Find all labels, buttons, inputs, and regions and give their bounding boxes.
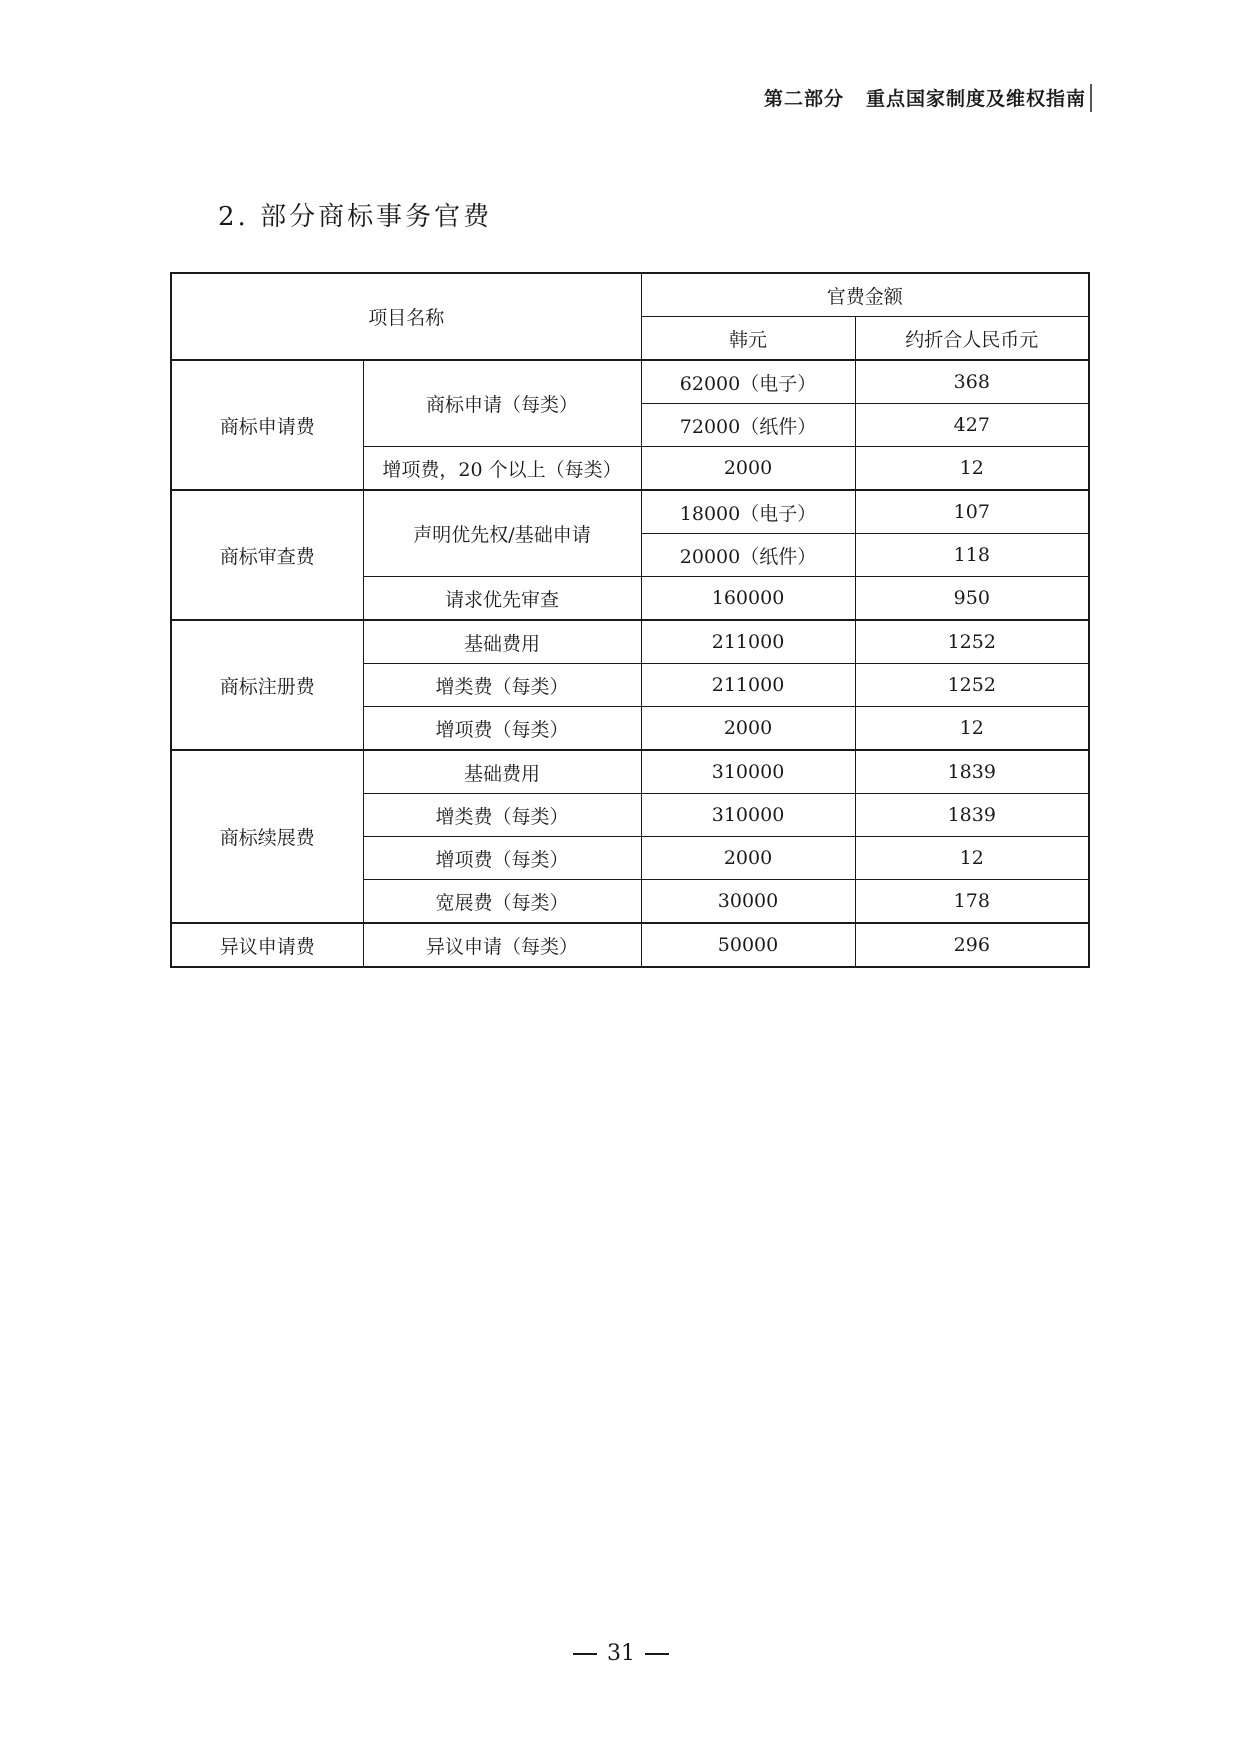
item-name: 增类费（每类） xyxy=(363,794,641,837)
item-name: 增项费（每类） xyxy=(363,837,641,880)
item-name: 声明优先权/基础申请 xyxy=(363,490,641,577)
header-item-name: 项目名称 xyxy=(171,273,641,360)
cny-cell: 950 xyxy=(855,577,1089,621)
section-title: 2. 部分商标事务官费 xyxy=(218,202,493,232)
cny-cell: 118 xyxy=(855,534,1089,577)
cny-cell: 107 xyxy=(855,490,1089,534)
cny-cell: 12 xyxy=(855,447,1089,491)
cny-cell: 368 xyxy=(855,360,1089,404)
cny-cell: 296 xyxy=(855,923,1089,967)
group-name: 商标审查费 xyxy=(171,490,363,620)
item-name: 增项费，20 个以上（每类） xyxy=(363,447,641,491)
running-header xyxy=(764,84,1086,111)
header-divider xyxy=(1090,84,1092,112)
cny-cell: 1252 xyxy=(855,664,1089,707)
running-header-title: 重点国家制度及维权指南 xyxy=(865,88,1086,110)
krw-cell: 160000 xyxy=(641,577,855,621)
krw-cell: 50000 xyxy=(641,923,855,967)
header-fee-amount: 官费金额 xyxy=(641,273,1089,317)
krw-cell: 310000 xyxy=(641,750,855,794)
cny-cell: 427 xyxy=(855,404,1089,447)
krw-cell: 30000 xyxy=(641,880,855,924)
fee-table-body xyxy=(171,360,1089,967)
table-row xyxy=(171,620,1089,664)
krw-cell: 211000 xyxy=(641,664,855,707)
item-name: 基础费用 xyxy=(363,750,641,794)
cny-cell: 12 xyxy=(855,837,1089,880)
cny-cell: 1839 xyxy=(855,794,1089,837)
table-row xyxy=(171,360,1089,404)
group-name: 商标申请费 xyxy=(171,360,363,490)
krw-cell: 62000（电子） xyxy=(641,360,855,404)
krw-cell: 2000 xyxy=(641,447,855,491)
krw-cell: 18000（电子） xyxy=(641,490,855,534)
header-cny: 约折合人民币元 xyxy=(855,317,1089,361)
page-number-dash-left xyxy=(573,1653,597,1655)
group-name: 商标续展费 xyxy=(171,750,363,923)
krw-cell: 72000（纸件） xyxy=(641,404,855,447)
table-row xyxy=(171,923,1089,967)
cny-cell: 178 xyxy=(855,880,1089,924)
item-name: 宽展费（每类） xyxy=(363,880,641,924)
krw-cell: 310000 xyxy=(641,794,855,837)
cny-cell: 12 xyxy=(855,707,1089,751)
item-name: 增类费（每类） xyxy=(363,664,641,707)
header-krw: 韩元 xyxy=(641,317,855,361)
item-name: 请求优先审查 xyxy=(363,577,641,621)
fee-table xyxy=(170,272,1090,968)
page-number-footer xyxy=(0,1641,1242,1666)
table-row xyxy=(171,490,1089,534)
item-name: 基础费用 xyxy=(363,620,641,664)
group-name: 商标注册费 xyxy=(171,620,363,750)
table-row xyxy=(171,750,1089,794)
group-name: 异议申请费 xyxy=(171,923,363,967)
krw-cell: 2000 xyxy=(641,707,855,751)
cny-cell: 1839 xyxy=(855,750,1089,794)
page-number-dash-right xyxy=(645,1653,669,1655)
krw-cell: 211000 xyxy=(641,620,855,664)
page-number: 31 xyxy=(607,1641,635,1666)
krw-cell: 2000 xyxy=(641,837,855,880)
item-name: 异议申请（每类） xyxy=(363,923,641,967)
krw-cell: 20000（纸件） xyxy=(641,534,855,577)
item-name: 增项费（每类） xyxy=(363,707,641,751)
running-header-part: 第二部分 xyxy=(763,88,844,110)
cny-cell: 1252 xyxy=(855,620,1089,664)
item-name: 商标申请（每类） xyxy=(363,360,641,447)
